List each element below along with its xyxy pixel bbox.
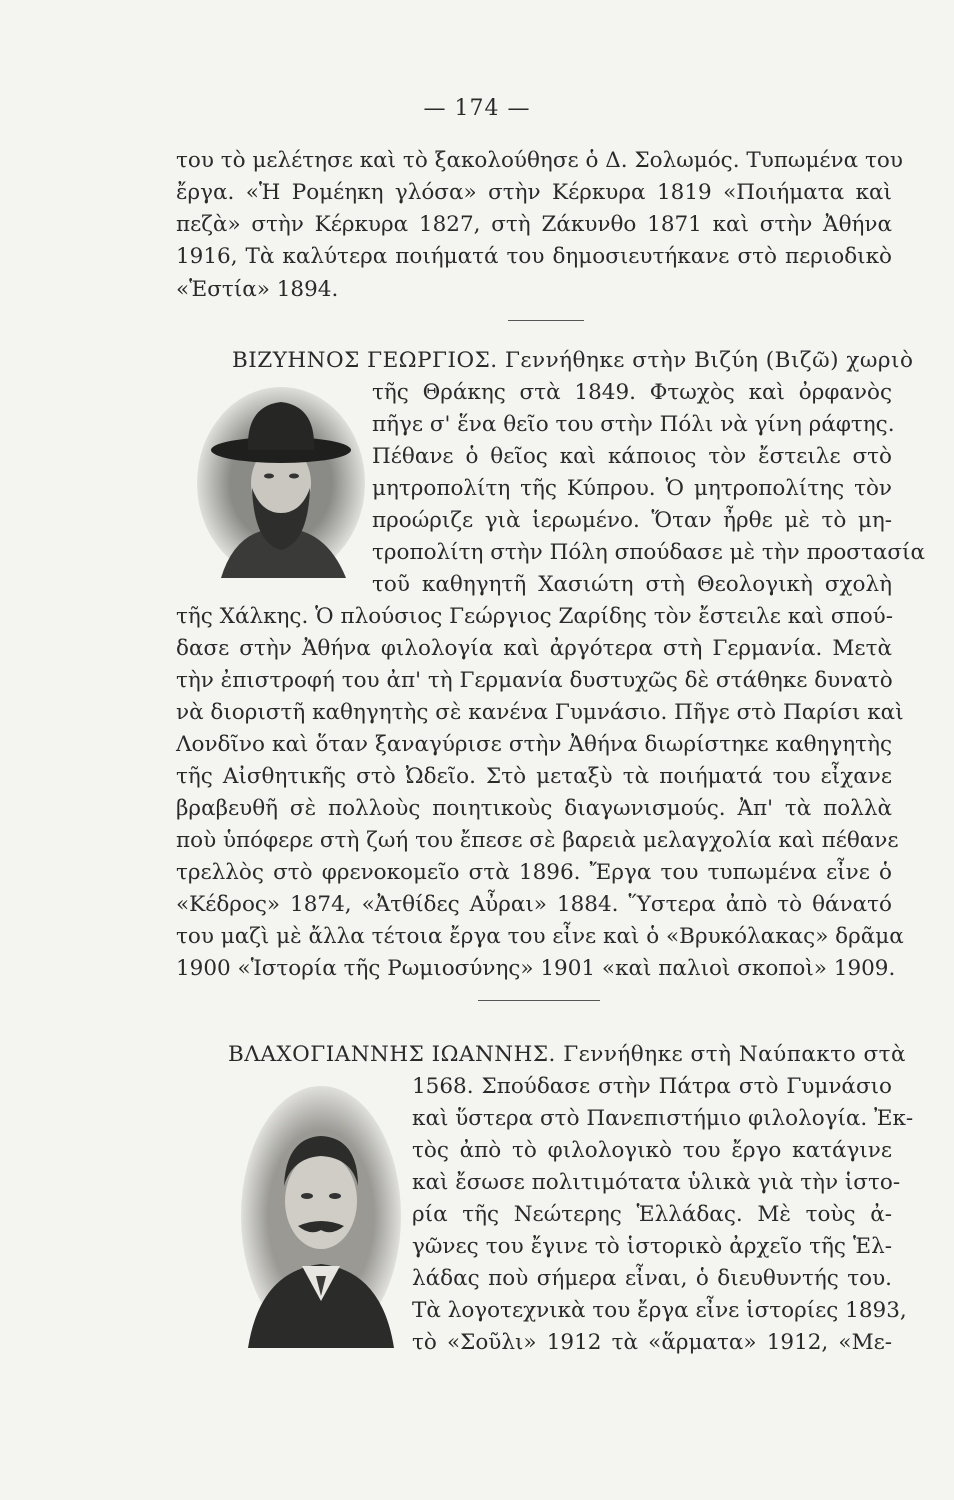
vizyinos-portrait [196,378,366,578]
section-divider [478,1000,600,1001]
text-line: πῆγε σ' ἕνα θεῖο του στὴν Πόλι νὰ γίνη ράφτης. [372,412,895,437]
text-line: «Κέδρος» 1874, «Ἀτθίδες Αὖραι» 1884. Ὕστερα ἀπὸ τὸ θάνατό [176,892,892,917]
section-divider [508,320,584,321]
text-line: μητροπολίτη τῆς Κύπρου. Ὁ μητροπολίτης τὸν [372,476,892,501]
text-line: ἔργα. «Ἡ Ρομέηκη γλόσα» στὴν Κέρκυρα 1819 «Ποιήματα καὶ [176,180,892,205]
text-line: 1568. Σπούδασε στὴν Πάτρα στὸ Γυμνάσιο [412,1074,892,1099]
text-line: του μαζὶ μὲ ἄλλα τέτοια ἔργα του εἶνε καὶ ὁ «Βρυκόλακας» δρᾶμα [176,924,904,949]
page-number: — 174 — [423,96,531,121]
text-line: τῆς Θράκης στὰ 1849. Φτωχὸς καὶ ὀρφανὸς [372,380,892,405]
entry-heading-line: ΒΙΖΥΗΝΟΣ ΓΕΩΡΓΙΟΣ. Γεννήθηκε στὴν Βιζύη (Βιζῶ) χωριὸ [232,348,914,373]
text-line: λάδας ποὺ σήμερα εἶναι, ὁ διευθυντής του. [412,1266,892,1291]
text-line: ποὺ ὑπόφερε στὴ ζωή του ἔπεσε σὲ βαρειὰ μελαγχολία καὶ πέθανε [176,828,899,853]
text-line: νὰ διοριστῆ καθηγητὴς σὲ κανένα Γυμνάσιο. Πῆγε στὸ Παρίσι καὶ [176,700,904,725]
entry-heading-line: ΒΛΑΧΟΓΙΑΝΝΗΣ ΙΩΑΝΝΗΣ. Γεννήθηκε στὴ Ναύπακτο στὰ [228,1042,907,1067]
text-line: τὸ «Σοῦλι» 1912 τὰ «ἅρματα» 1912, «Με- [412,1330,892,1355]
text-line: καὶ ἔσωσε πολιτιμότατα ὑλικὰ γιὰ τὴν ἱστο- [412,1170,901,1195]
text-line: τοῦ καθηγητῆ Χασιώτη στὴ Θεολογικὴ σχολὴ [372,572,892,597]
text-line: γῶνες του ἔγινε τὸ ἱστορικὸ ἀρχεῖο τῆς Ἑλ- [412,1234,892,1259]
text-line: βραβευθῆ σὲ πολλοὺς ποιητικοὺς διαγωνισμούς. Ἀπ' τὰ πολλὰ [176,796,892,821]
text-line: τροπολίτη στὴν Πόλη σπούδασε μὲ τὴν προστασία [372,540,925,565]
text-line: ρία τῆς Νεώτερης Ἑλλάδας. Μὲ τοὺς ἀ- [412,1202,892,1227]
text-line: τρελλὸς στὸ φρενοκομεῖο στὰ 1896. Ἔργα του τυπωμένα εἶνε ὁ [176,860,892,885]
text-line: τῆς Χάλκης. Ὁ πλούσιος Γεώργιος Ζαρίδης τὸν ἔστειλε καὶ σπού- [176,604,894,629]
text-line: 1916, Τὰ καλύτερα ποιήματά του δημοσιευτήκανε στὸ περιοδικὸ [176,244,892,269]
text-line: τὴν ἐπιστροφή του ἀπ' τὴ Γερμανία δυστυχῶς δὲ στάθηκε δυνατὸ [176,668,893,693]
text-line: «Ἑστία» 1894. [176,277,339,302]
text-line: του τὸ μελέτησε καὶ τὸ ξακολούθησε ὁ Δ. Σολωμός. Τυπωμένα του [176,148,903,173]
text-line: τὸς ἀπὸ τὸ φιλολογικὸ του ἔργο κατάγινε [412,1138,892,1163]
vlachogiannis-portrait [240,1086,402,1348]
text-line: τῆς Αἰσθητικῆς στὸ Ὠδεῖο. Στὸ μεταξὺ τὰ ποιήματά του εἶχανε [176,764,892,789]
text-line: Τὰ λογοτεχνικὰ του ἔργα εἶνε ἱστορίες 1893, [412,1298,907,1323]
text-line: δασε στὴν Ἀθήνα φιλολογία καὶ ἀργότερα στὴ Γερμανία. Μετὰ [176,636,892,661]
text-line: καὶ ὕστερα στὸ Πανεπιστήμιο φιλολογία. Ἐκ- [412,1106,914,1131]
text-line: 1900 «Ἱστορία τῆς Ρωμιοσύνης» 1901 «καὶ παλιοὶ σκοποὶ» 1909. [176,956,896,981]
text-line: Λονδῖνο καὶ ὅταν ξαναγύρισε στὴν Ἀθήνα διωρίστηκε καθηγητὴς [176,732,892,757]
text-line: πεζὰ» στὴν Κέρκυρα 1827, στὴ Ζάκυνθο 1871 καὶ στὴν Ἀθήνα [176,212,892,237]
text-line: προώριζε γιὰ ἱερωμένο. Ὅταν ἦρθε μὲ τὸ μη- [372,508,892,533]
text-line: Πέθανε ὁ θεῖος καὶ κάποιος τὸν ἔστειλε στὸ [372,444,892,469]
